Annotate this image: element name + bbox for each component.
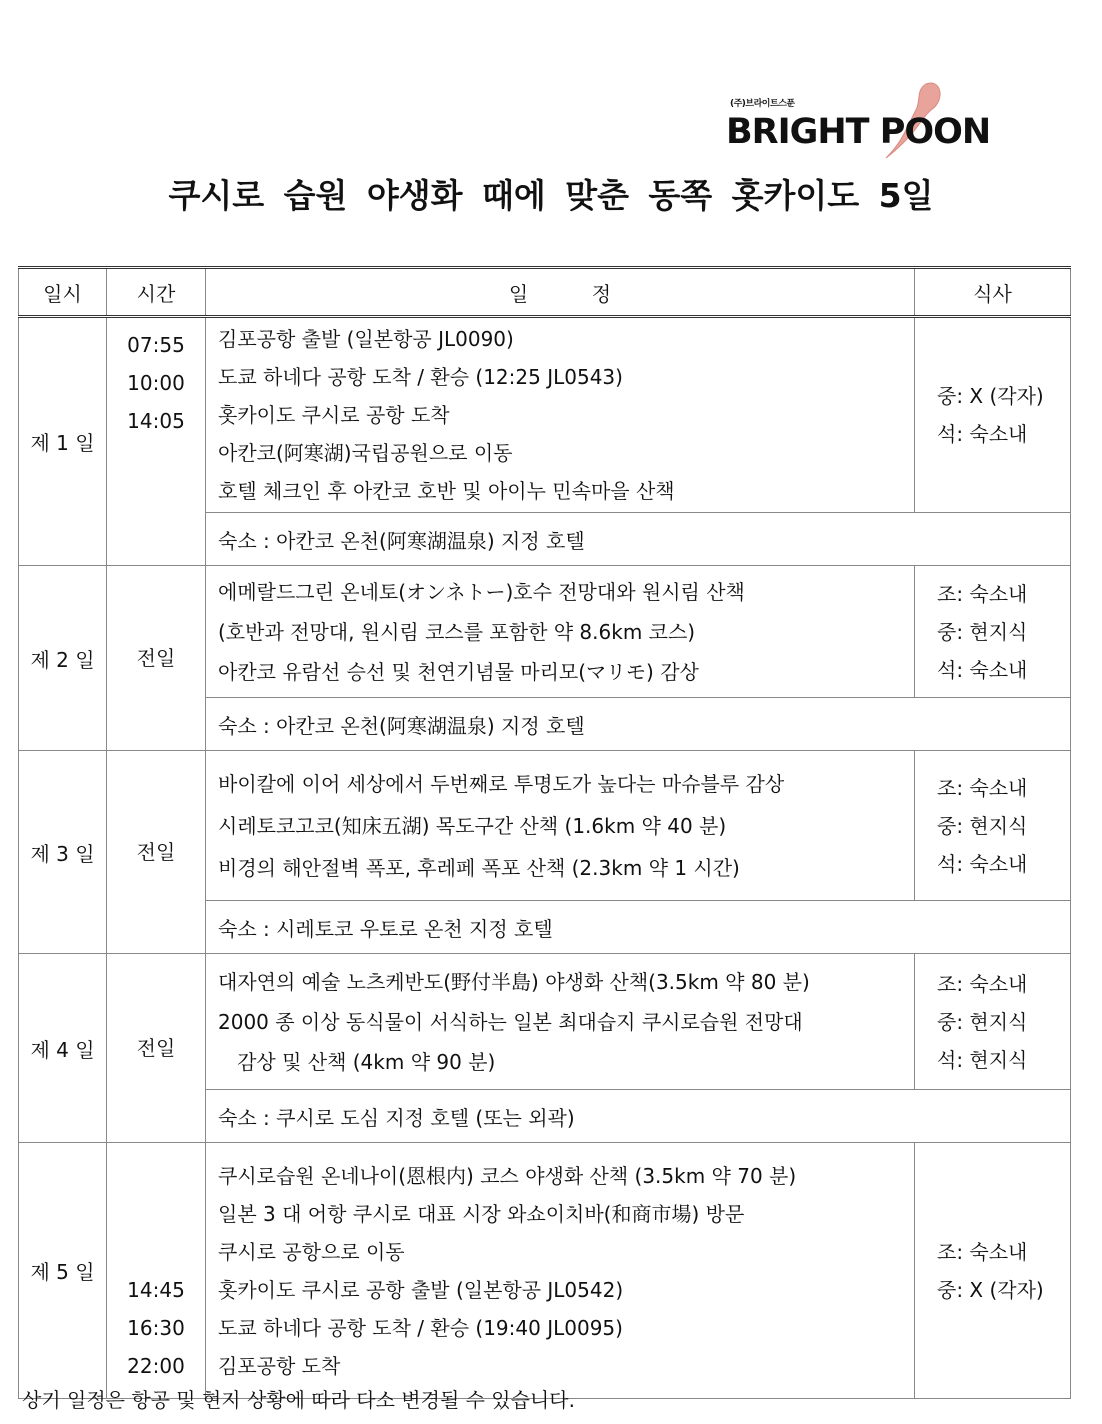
meal-item: 석: 숙소내 — [937, 422, 1028, 446]
day-label: 제 2 일 — [19, 566, 107, 751]
time-entry: 07:55 — [127, 333, 185, 357]
schedule-item: 바이칼에 이어 세상에서 두번째로 투명도가 높다는 마슈블루 감상 — [218, 771, 785, 796]
time-entry — [107, 1157, 205, 1195]
meal-item: 중: 현지식 — [937, 1009, 1028, 1034]
time-entry: 14:05 — [127, 409, 185, 433]
day-row — [19, 751, 1071, 901]
schedule-item: (호반과 전망대, 원시림 코스를 포함한 약 8.6km 코스) — [218, 619, 696, 644]
day-label: 제 1 일 — [19, 317, 107, 566]
schedule-cell — [206, 751, 915, 901]
logo-korean-name: (주)브라이트스푼 — [730, 99, 795, 109]
day-row — [19, 1143, 1071, 1399]
meal-item: 중: 현지식 — [937, 813, 1028, 838]
accommodation-info: 숙소 : 시레토코 우토로 온천 지정 호텔 — [206, 901, 1071, 954]
meal-item: 조: 숙소내 — [937, 1239, 1028, 1264]
schedule-item: 도쿄 하네다 공항 도착 / 환승 (12:25 JL0543) — [218, 365, 623, 389]
accommodation-info: 숙소 : 아칸코 온천(阿寒湖温泉) 지정 호텔 — [206, 513, 1071, 566]
time-entry: 22:00 — [127, 1353, 185, 1378]
meal-item: 조: 숙소내 — [937, 775, 1028, 800]
accommodation-info: 숙소 : 아칸코 온천(阿寒湖温泉) 지정 호텔 — [206, 698, 1071, 751]
time-entry: 전일 — [136, 1036, 176, 1060]
meal-item: 조: 숙소내 — [937, 971, 1028, 996]
schedule-item: 도쿄 하네다 공항 도착 / 환승 (19:40 JL0095) — [218, 1315, 623, 1340]
logo-wordmark: BRIGHT POON — [726, 112, 991, 152]
schedule-item: 시레토코고코(知床五湖) 목도구간 산책 (1.6km 약 40 분) — [218, 813, 727, 838]
accommodation-info: 숙소 : 쿠시로 도심 지정 호텔 (또는 외곽) — [206, 1090, 1071, 1143]
meal-cell — [915, 1143, 1071, 1399]
schedule-item: 대자연의 예술 노츠케반도(野付半島) 야생화 산책(3.5km 약 80 분) — [218, 969, 810, 994]
time-entry — [107, 1195, 205, 1233]
schedule-item: 일본 3 대 어항 쿠시로 대표 시장 와쇼이치바(和商市場) 방문 — [218, 1201, 745, 1226]
table-header-row — [19, 268, 1071, 317]
meal-item: 중: X (각자) — [937, 384, 1044, 408]
footer-note: 상기 일정은 항공 및 현지 상황에 따라 다소 변경될 수 있습니다. — [22, 1388, 575, 1412]
header-day: 일시 — [19, 268, 107, 317]
schedule-item: 에메랄드그린 온네토(オンネトー)호수 전망대와 원시림 산책 — [218, 579, 745, 604]
schedule-item: 홋카이도 쿠시로 공항 도착 — [218, 403, 450, 427]
time-cell — [107, 566, 206, 751]
time-entry: 16:30 — [127, 1315, 185, 1340]
schedule-item: 홋카이도 쿠시로 공항 출발 (일본항공 JL0542) — [218, 1277, 624, 1302]
schedule-cell — [206, 566, 915, 698]
schedule-item: 김포공항 출발 (일본항공 JL0090) — [218, 327, 514, 351]
meal-cell — [915, 317, 1071, 513]
schedule-item: 호텔 체크인 후 아칸코 호반 및 아이누 민속마을 산책 — [218, 479, 675, 503]
meal-cell — [915, 566, 1071, 698]
schedule-item: 감상 및 산책 (4km 약 90 분) — [218, 1049, 496, 1074]
meal-cell — [915, 954, 1071, 1090]
company-logo — [726, 80, 1026, 160]
schedule-item: 2000 종 이상 동식물이 서식하는 일본 최대습지 쿠시로습원 전망대 — [218, 1009, 803, 1034]
meal-item: 석: 현지식 — [937, 1047, 1028, 1072]
itinerary-table — [18, 266, 1071, 1399]
meal-item: 조: 숙소내 — [937, 581, 1028, 606]
time-cell — [107, 317, 206, 566]
time-cell — [107, 954, 206, 1143]
schedule-item: 쿠시로 공항으로 이동 — [218, 1239, 405, 1264]
day-row — [19, 954, 1071, 1090]
day-label: 제 5 일 — [19, 1143, 107, 1399]
day-row — [19, 566, 1071, 698]
schedule-item: 비경의 해안절벽 폭포, 후레페 폭포 산책 (2.3km 약 1 시간) — [218, 855, 740, 880]
day-label: 제 3 일 — [19, 751, 107, 954]
schedule-item: 아칸코(阿寒湖)국립공원으로 이동 — [218, 441, 513, 465]
time-entry: 10:00 — [127, 371, 185, 395]
schedule-cell — [206, 1143, 915, 1399]
day-label: 제 4 일 — [19, 954, 107, 1143]
time-entry — [107, 1233, 205, 1271]
meal-item: 석: 숙소내 — [937, 851, 1028, 876]
schedule-item: 아칸코 유람선 승선 및 천연기념물 마리모(マリモ) 감상 — [218, 659, 699, 684]
meal-item: 석: 숙소내 — [937, 657, 1028, 682]
schedule-cell — [206, 954, 915, 1090]
time-entry: 14:45 — [127, 1277, 185, 1302]
meal-cell — [915, 751, 1071, 901]
time-entry: 전일 — [136, 840, 176, 864]
time-entry: 전일 — [136, 646, 176, 670]
header-schedule: 일 정 — [206, 268, 915, 317]
page-title: 쿠시로 습원 야생화 때에 맞춘 동쪽 홋카이도 5일 — [168, 176, 934, 215]
schedule-item: 김포공항 도착 — [218, 1353, 341, 1378]
schedule-cell — [206, 317, 915, 513]
time-cell — [107, 751, 206, 954]
meal-item: 중: X (각자) — [937, 1277, 1044, 1302]
time-cell — [107, 1143, 206, 1399]
meal-item: 중: 현지식 — [937, 619, 1028, 644]
header-meal: 식사 — [915, 268, 1071, 317]
header-time: 시간 — [107, 268, 206, 317]
day-row — [19, 317, 1071, 513]
schedule-item: 쿠시로습원 온네나이(恩根内) 코스 야생화 산책 (3.5km 약 70 분) — [218, 1163, 797, 1188]
